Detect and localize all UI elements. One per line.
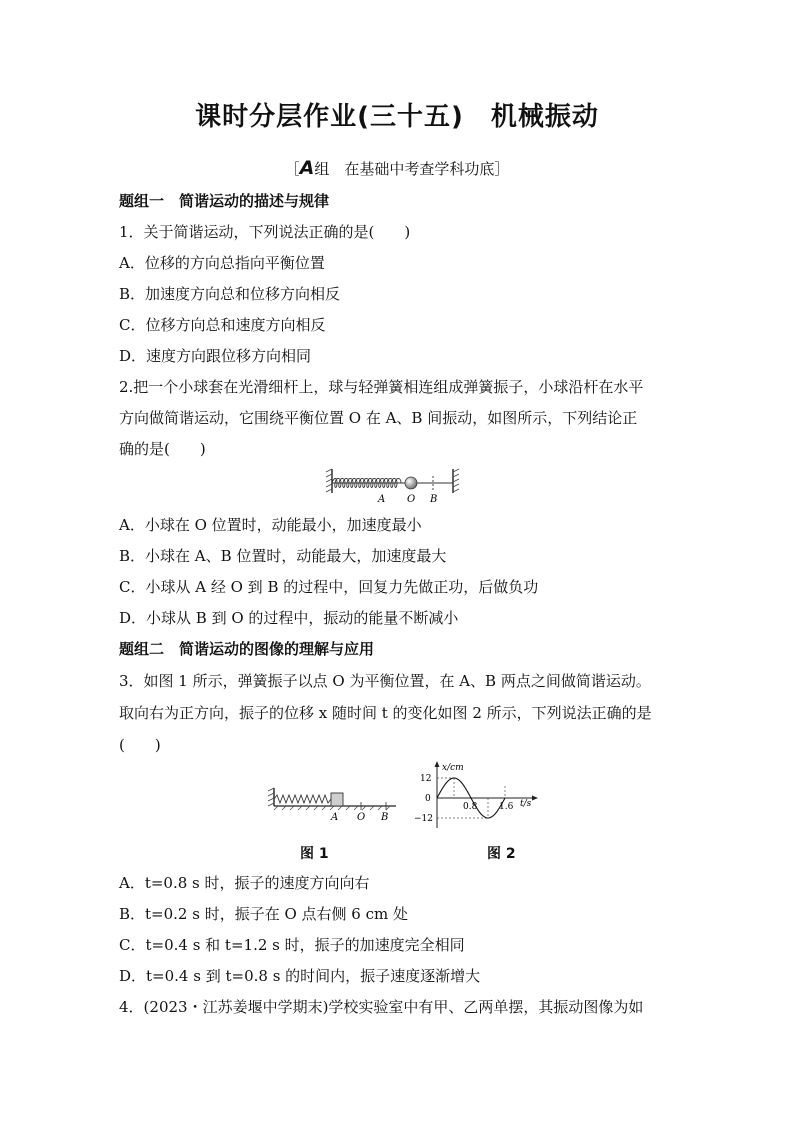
- fig2-x-label: t/s: [520, 799, 532, 809]
- q2-stem-line-3: 确的是( ): [119, 440, 206, 458]
- q2-stem-line-1: 2.把一个小球套在光滑细杆上，球与轻弹簧相连组成弹簧振子，小球沿杆在水平: [119, 378, 644, 396]
- q3-option-c: C．t=0.4 s 和 t=1.2 s 时，振子的加速度完全相同: [119, 936, 465, 954]
- subtitle-text: 组 在基础中考查学科功底］: [314, 160, 510, 178]
- q1-option-d: D．速度方向跟位移方向相同: [119, 347, 312, 365]
- q1-option-a: A．位移的方向总指向平衡位置: [119, 254, 325, 272]
- figure-1-caption: 图 1: [300, 846, 329, 862]
- q1-stem: 1．关于简谐运动，下列说法正确的是( ): [119, 223, 411, 241]
- figure-1-spring-block: [264, 782, 404, 822]
- q3-option-b: B．t=0.2 s 时，振子在 O 点右侧 6 cm 处: [119, 905, 409, 923]
- q3-stem-line-3: ( ): [119, 736, 161, 754]
- group1-heading: 题组一 简谐运动的描述与规律: [119, 192, 330, 210]
- section-subtitle: [0, 157, 794, 179]
- figure-2-caption: 图 2: [487, 846, 516, 862]
- right-wall-hatch: [453, 469, 459, 492]
- fig2-y-arrow: [435, 761, 440, 767]
- q2-option-c: C．小球从 A 经 O 到 B 的过程中，回复力先做正功，后做负功: [119, 578, 539, 596]
- page-title: 课时分层作业(三十五) 机械振动: [195, 102, 599, 132]
- q3-stem-line-2: 取向右为正方向，振子的位移 x 随时间 t 的变化如图 2 所示，下列说法正确的是: [119, 704, 652, 722]
- q1-option-b: B．加速度方向总和位移方向相反: [119, 285, 341, 303]
- q2-option-a: A．小球在 O 位置时，动能最小，加速度最小: [119, 516, 422, 534]
- q1-option-c: C．位移方向总和速度方向相反: [119, 316, 326, 334]
- subtitle-bracket: ［: [284, 160, 300, 178]
- fig1-block: [331, 793, 343, 806]
- q2-stem-line-2: 方向做简谐运动，它围绕平衡位置 O 在 A、B 间振动，如图所示，下列结论正: [119, 409, 638, 427]
- label-o: O: [407, 494, 416, 505]
- fig2-tick-0-8: 0.8: [463, 802, 478, 812]
- fig1-label-a: A: [331, 812, 339, 822]
- spring-oscillator-figure: [320, 466, 465, 506]
- fig1-label-o: O: [357, 812, 366, 822]
- group-letter: A: [299, 157, 315, 179]
- group2-heading: 题组二 简谐运动的图像的理解与应用: [119, 640, 375, 658]
- fig2-tick-1-6: 1.6: [499, 802, 514, 812]
- q3-option-a: A．t=0.8 s 时，振子的速度方向向右: [119, 874, 370, 892]
- fig1-wall-hatch: [268, 788, 274, 806]
- fig2-tick-12: 12: [420, 774, 432, 784]
- q2-option-d: D．小球从 B 到 O 的过程中，振动的能量不断减小: [119, 609, 459, 627]
- q2-option-b: B．小球在 A、B 位置时，动能最大，加速度最大: [119, 547, 447, 565]
- fig2-tick-0: 0: [425, 794, 431, 804]
- ball: [405, 477, 417, 489]
- label-b: B: [430, 494, 438, 505]
- fig2-tick-neg12: −12: [414, 814, 433, 824]
- q3-stem-line-1: 3．如图 1 所示，弹簧振子以点 O 为平衡位置，在 A、B 两点之间做简谐运动。: [119, 672, 651, 690]
- fig2-x-arrow: [532, 796, 538, 801]
- fig1-label-b: B: [381, 812, 389, 822]
- fig2-y-label: x/cm: [442, 763, 464, 773]
- left-wall-hatch: [326, 469, 332, 492]
- figure-2-displacement-graph: [412, 758, 542, 830]
- fig1-spring: [274, 795, 331, 803]
- q4-stem: 4．(2023・江苏姜堰中学期末)学校实验室中有甲、乙两单摆，其振动图像为如: [119, 998, 644, 1016]
- q3-option-d: D．t=0.4 s 到 t=0.8 s 的时间内，振子速度逐渐增大: [119, 967, 481, 985]
- label-a: A: [378, 494, 386, 505]
